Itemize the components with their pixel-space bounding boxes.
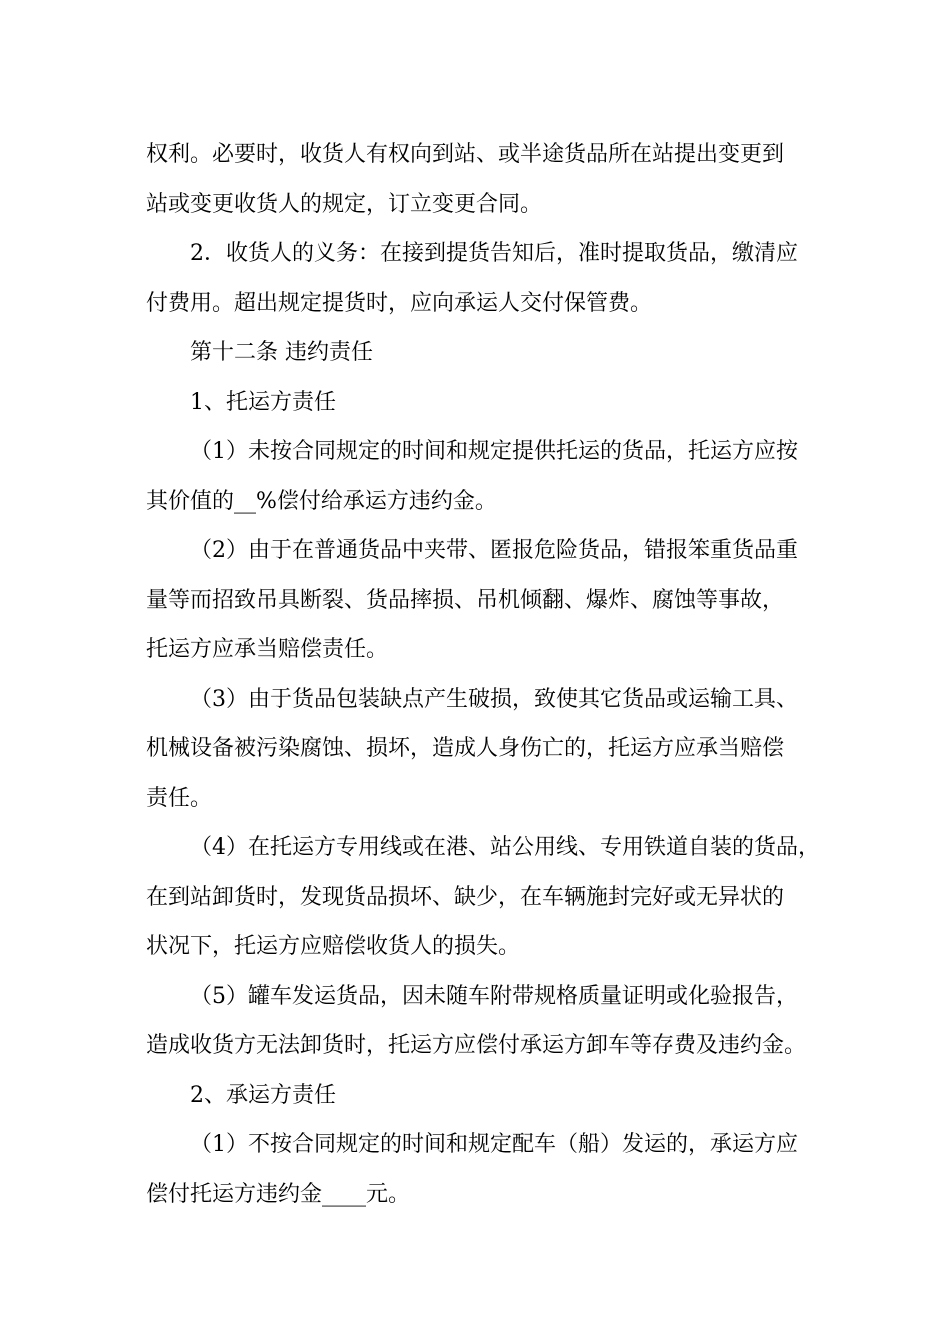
text-line: 造成收货方无法卸货时，托运方应偿付承运方卸车等存费及违约金。 [146,1033,807,1058]
text-line: 付费用。超出规定提货时，应向承运人交付保管费。 [146,290,653,316]
text-line: 机械设备被污染腐蚀、损坏，造成人身伤亡的，托运方应承当赔偿 [146,736,785,761]
text-line: 托运方应承当赔偿责任。 [146,637,389,662]
text-line: 偿付托运方违约金____元。 [146,1181,411,1207]
text-line: （3）由于货品包装缺点产生破损，致使其它货品或运输工具、 [190,686,798,712]
subsection-heading: 2、承运方责任 [190,1082,336,1108]
text-line: 责任。 [146,785,213,811]
text-line: 状况下，托运方应赔偿收货人的损失。 [146,934,521,959]
document-body [146,130,820,1219]
section-heading: 第十二条 违约责任 [190,340,373,365]
subsection-heading: 1、托运方责任 [190,389,336,415]
text-line: 权利。必要时，收货人有权向到站、或半途货品所在站提出变更到 [146,142,785,167]
text-line: 量等而招致吊具断裂、货品摔损、吊机倾翻、爆炸、腐蚀等事故， [146,587,785,613]
text-line: （1）不按合同规定的时间和规定配车（船）发运的，承运方应 [190,1132,798,1157]
text-line: 其价值的__%偿付给承运方违约金。 [146,488,497,514]
text-line: 在到站卸货时，发现货品损坏、缺少，在车辆施封完好或无异状的 [146,884,785,910]
text-line: 2．收货人的义务：在接到提货告知后，准时提取货品，缴清应 [190,241,798,266]
text-line: （4）在托运方专用线或在港、站公用线、专用铁道自装的货品， [190,835,820,860]
text-line: 站或变更收货人的规定，订立变更合同。 [146,191,543,217]
text-line: （2）由于在普通货品中夹带、匿报危险货品，错报笨重货品重 [190,538,798,563]
text-line: （1）未按合同规定的时间和规定提供托运的货品，托运方应按 [190,439,798,464]
text-line: （5）罐车发运货品，因未随车附带规格质量证明或化验报告， [190,983,798,1009]
